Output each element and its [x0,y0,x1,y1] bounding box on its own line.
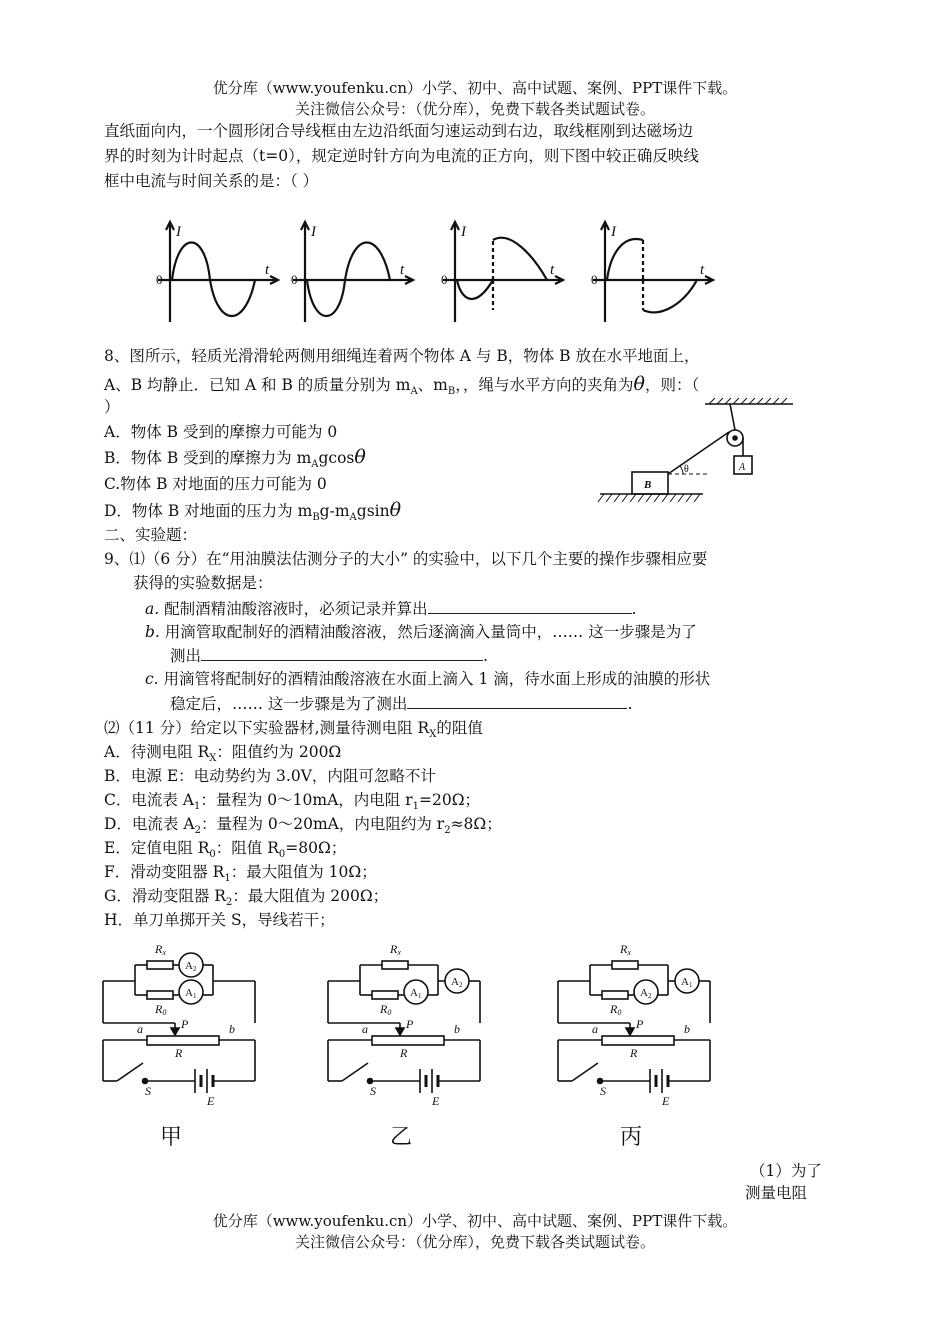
q9-item-b: b. 用滴管取配制好的酒精油酸溶液，然后逐滴滴入量筒中，…… 这一步骤是为了 [145,623,697,641]
graph-a-t: t [265,262,270,278]
q8-option-d: D．物体 B 对地面的压力为 $m_Bg-m_Agsin\theta$ [104,499,402,524]
svg-text:A1: A1 [410,987,422,1000]
equipment-e: E．定值电阻 $R_0$：阻值 $R_0=80\Omega$； [104,839,347,861]
tail-line-1: （1）为了 [750,1162,822,1180]
graph-b-i: I [311,224,316,240]
equipment-c: C．电流表 $A_1$：量程为 0～10mA，内电阻 $r_1=20\Omega$； [104,791,481,813]
q7-line-3: 框中电流与时间关系的是：（ ） [104,172,319,190]
svg-text:E: E [432,1094,440,1108]
svg-text:S: S [370,1084,376,1098]
graph-c-i: I [461,224,466,240]
q7-graphs [150,210,720,340]
svg-text:A2: A2 [640,987,652,1000]
q7-line-2: 界的时刻为计时起点（t=0），规定逆时针方向为电流的正方向，则下图中较正确反映线 [104,147,699,165]
svg-text:A1: A1 [681,976,693,989]
graph-a-origin: 0 [156,272,163,287]
svg-text:R0: R0 [380,1002,392,1017]
graph-c-t: t [550,262,555,278]
q7-line-1: 直纸面向内，一个圆形闭合导线框由左边沿纸面匀速运动到右边，取线框刚到达磁场边 [104,122,694,140]
q8-line-2: A、B 均静止．已知 A 和 B 的质量分别为 $m_A$、$m_B$，，绳与水平方向的夹角为θ，则：（ [104,373,700,398]
circuit-diagrams [95,935,735,1115]
caption-bing: 丙 [620,1125,643,1150]
graph-d-origin: 0 [591,272,598,287]
section-2-title: 二、实验题： [104,526,198,544]
svg-text:A2: A2 [451,976,463,989]
q8-option-a: A．物体 B 受到的摩擦力可能为 0 [104,423,338,441]
svg-text:Rx: Rx [620,942,631,957]
graph-c-origin: 0 [441,272,448,287]
svg-text:R: R [630,1046,638,1060]
svg-text:b: b [229,1022,235,1036]
svg-text:E: E [662,1094,670,1108]
footer-line-1: 优分库（www.youfenku.cn）小学、初中、高中试题、案例、PPT课件下载。 [212,1212,738,1230]
svg-text:P: P [406,1017,414,1031]
svg-text:S: S [600,1084,606,1098]
graph-d-i: I [611,224,616,240]
svg-text:a: a [137,1022,143,1036]
caption-yi: 乙 [390,1125,413,1150]
caption-jia: 甲 [160,1125,183,1150]
equipment-f: F．滑动变阻器 $R_1$：最大阻值为 10Ω； [104,863,377,885]
graph-a-i: I [176,224,181,240]
equipment-h: H．单刀单掷开关 S，导线若干； [104,911,335,929]
svg-text:A1: A1 [185,987,197,1000]
graph-d [591,222,713,322]
pulley-label-a: A [739,462,746,473]
graph-b [291,222,413,322]
graph-a [156,222,278,322]
pulley-figure [595,398,800,508]
svg-text:P: P [636,1017,644,1031]
pulley-label-theta: θ [684,464,689,475]
equipment-g: G．滑动变阻器 $R_2$：最大阻值为 200Ω； [104,887,389,909]
svg-text:R: R [175,1046,183,1060]
equipment-d: D．电流表 $A_2$：量程为 0～20mA，内电阻约为 $r_2\approx 8\Omega$； [104,815,502,837]
equipment-b: B．电源 E：电动势约为 3.0V，内阻可忽略不计 [104,767,436,785]
q8-line-3: ） [104,398,120,416]
q9-item-c-2: 稳定后，…… 这一步骤是为了测出 . [170,692,632,715]
pulley-label-b: B [644,479,652,491]
equipment-a: A．待测电阻 $R_X$：阻值约为 200Ω [104,743,342,765]
q8-option-b: B．物体 B 受到的摩擦力为 $m_Agcos\theta$ [104,446,366,471]
graph-d-t: t [700,262,705,278]
svg-text:a: a [592,1022,598,1036]
graph-b-t: t [400,262,405,278]
svg-text:R: R [400,1046,408,1060]
header-line-1: 优分库（www.youfenku.cn）小学、初中、高中试题、案例、PPT课件下载。 [212,79,738,97]
svg-text:R0: R0 [155,1002,167,1017]
tail-line-2: 测量电阻 [745,1184,808,1202]
svg-text:b: b [454,1022,460,1036]
footer-line-2: 关注微信公众号：（优分库），免费下载各类试题试卷。 [294,1233,655,1251]
svg-text:S: S [145,1084,151,1098]
graph-b-origin: 0 [291,272,298,287]
q9-p1-line-1: 9、⑴（6 分）在“用油膜法估测分子的大小” 的实验中，以下几个主要的操作步骤相应要 [104,550,708,568]
svg-text:R0: R0 [610,1002,622,1017]
q8-option-c: C.物体 B 对地面的压力可能为 0 [104,475,327,493]
q8-line-1: 8、图所示，轻质光滑滑轮两侧用细绳连着两个物体 A 与 B，物体 B 放在水平地面上， [104,347,700,365]
q9-p1-line-2: 获得的实验数据是： [133,574,273,592]
q9-item-c: c. 用滴管将配制好的酒精油酸溶液在水面上滴入 1 滴，待水面上形成的油膜的形状 [145,670,711,688]
svg-text:Rx: Rx [155,942,166,957]
svg-text:Rx: Rx [390,942,401,957]
svg-text:A2: A2 [185,960,197,973]
q9-item-a: a. 配制酒精油酸溶液时，必须记录并算出 . [145,597,637,620]
svg-text:E: E [207,1094,215,1108]
graph-c [441,222,563,322]
q9-p2-line-1: ⑵（11 分）给定以下实验器材,测量待测电阻 $R_X$的阻值 [104,719,483,741]
header-line-2: 关注微信公众号：（优分库），免费下载各类试题试卷。 [294,100,655,118]
svg-text:a: a [362,1022,368,1036]
svg-text:P: P [181,1017,189,1031]
q9-item-b-2: 测出 . [170,644,488,667]
svg-text:b: b [684,1022,690,1036]
